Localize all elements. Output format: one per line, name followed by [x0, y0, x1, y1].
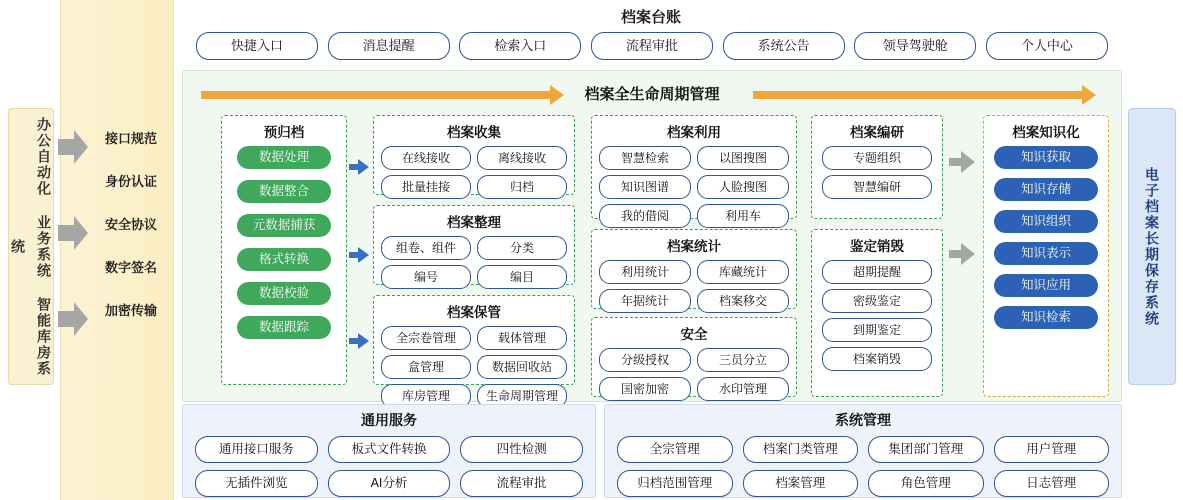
use-item[interactable]: 知识图谱: [599, 175, 691, 199]
sort-box: [373, 205, 575, 285]
appraisal-title: 鉴定销毁: [850, 239, 904, 254]
collect-item[interactable]: 归档: [477, 175, 567, 199]
system-management-box: [604, 404, 1122, 498]
common-service-item[interactable]: 板式文件转换: [328, 436, 451, 463]
research-title: 档案编研: [850, 125, 904, 140]
system-management-item[interactable]: 全宗管理: [617, 436, 733, 463]
research-items: [812, 146, 942, 199]
appraisal-items: [812, 260, 942, 371]
knowledge-item[interactable]: 知识表示: [994, 242, 1098, 265]
security-item[interactable]: 水印管理: [697, 377, 789, 401]
top-section-title: 档案台账: [620, 9, 681, 26]
common-service-item[interactable]: 四性检测: [460, 436, 583, 463]
gray-arrow-icon: [58, 130, 88, 164]
research-item[interactable]: 专题组织: [822, 146, 932, 170]
collect-items: [374, 146, 574, 199]
knowledge-title: 档案知识化: [1012, 125, 1080, 140]
collect-item[interactable]: 在线接收: [381, 146, 471, 170]
system-management-item[interactable]: 档案门类管理: [743, 436, 859, 463]
keep-item[interactable]: 数据回收站: [477, 355, 567, 379]
top-entry-item[interactable]: 领导驾驶舱: [854, 32, 976, 60]
use-item[interactable]: 我的借阅: [599, 204, 691, 228]
security-items: [592, 348, 796, 401]
use-box: [591, 115, 797, 223]
pre-archive-item[interactable]: 数据整合: [237, 180, 331, 203]
common-service-item[interactable]: 流程审批: [460, 470, 583, 497]
top-entry-item[interactable]: 消息提醒: [328, 32, 450, 60]
gray-arrow-icon: [58, 302, 88, 336]
appraisal-item[interactable]: 档案销毁: [822, 347, 932, 371]
security-item[interactable]: 分级授权: [599, 348, 691, 372]
interface-item: 接口规范: [104, 130, 157, 146]
interface-list: [94, 118, 168, 333]
stats-item[interactable]: 年据统计: [599, 289, 691, 313]
common-service-item[interactable]: AI分析: [328, 470, 451, 497]
sort-item[interactable]: 编目: [477, 265, 567, 289]
pre-archive-item[interactable]: 数据校验: [237, 282, 331, 305]
knowledge-item[interactable]: 知识存储: [994, 178, 1098, 201]
sort-title: 档案整理: [447, 215, 501, 230]
top-entry-item[interactable]: 快捷入口: [196, 32, 318, 60]
knowledge-item[interactable]: 知识组织: [994, 210, 1098, 233]
use-item[interactable]: 智慧检索: [599, 146, 691, 170]
sort-item[interactable]: 编号: [381, 265, 471, 289]
keep-items: [374, 326, 574, 408]
interface-item: 数字签名: [104, 259, 157, 275]
knowledge-box: [983, 115, 1109, 397]
security-box: [591, 317, 797, 397]
keep-item[interactable]: 载体管理: [477, 326, 567, 350]
lifecycle-title: 档案全生命周期管理: [584, 86, 720, 103]
top-entry-item[interactable]: 个人中心: [986, 32, 1108, 60]
security-title: 安全: [680, 327, 708, 342]
common-services-box: [182, 404, 596, 498]
common-services-items: [183, 436, 595, 497]
keep-item[interactable]: 全宗卷管理: [381, 326, 471, 350]
flow-arrow-icon: [349, 333, 369, 349]
gray-arrow-icon: [58, 216, 88, 250]
sort-item[interactable]: 分类: [477, 236, 567, 260]
pre-archive-items: [222, 146, 346, 345]
use-item[interactable]: 以图搜图: [697, 146, 789, 170]
appraisal-item[interactable]: 超期提醒: [822, 260, 932, 284]
appraisal-box: [811, 229, 943, 397]
research-item[interactable]: 智慧编研: [822, 175, 932, 199]
security-item[interactable]: 国密加密: [599, 377, 691, 401]
knowledge-item[interactable]: 知识获取: [994, 146, 1098, 169]
pre-archive-box: [221, 115, 347, 385]
sort-item[interactable]: 组卷、组件: [381, 236, 471, 260]
top-entry-item[interactable]: 系统公告: [723, 32, 845, 60]
knowledge-item[interactable]: 知识检索: [994, 306, 1098, 329]
gray-arrow-icon: [949, 243, 975, 265]
knowledge-item[interactable]: 知识应用: [994, 274, 1098, 297]
collect-item[interactable]: 批量挂接: [381, 175, 471, 199]
system-management-item[interactable]: 用户管理: [994, 436, 1110, 463]
interface-item: 安全协议: [104, 216, 157, 232]
pre-archive-item[interactable]: 格式转换: [237, 248, 331, 271]
knowledge-items: [984, 146, 1108, 329]
use-title: 档案利用: [667, 125, 721, 140]
system-management-item[interactable]: 档案管理: [743, 470, 859, 497]
common-services-title: 通用服务: [361, 412, 417, 428]
collect-box: [373, 115, 575, 195]
pre-archive-item[interactable]: 数据跟踪: [237, 316, 331, 339]
keep-item[interactable]: 生命周期管理: [477, 384, 567, 408]
stats-items: [592, 260, 796, 313]
flow-arrow-icon: [349, 159, 369, 175]
collect-title: 档案收集: [447, 125, 501, 140]
system-management-item[interactable]: 归档范围管理: [617, 470, 733, 497]
use-item[interactable]: 利用车: [697, 204, 789, 228]
keep-title: 档案保管: [447, 305, 501, 320]
stats-item[interactable]: 档案移交: [697, 289, 789, 313]
interface-item: 身份认证: [104, 173, 157, 189]
common-service-item[interactable]: 无插件浏览: [195, 470, 318, 497]
gray-arrow-icon: [949, 151, 975, 173]
pre-archive-item[interactable]: 元数据捕获: [237, 214, 331, 237]
top-entry-item[interactable]: 流程审批: [591, 32, 713, 60]
sort-items: [374, 236, 574, 289]
appraisal-item[interactable]: 到期鉴定: [822, 318, 932, 342]
system-management-item[interactable]: 集团部门管理: [868, 436, 984, 463]
interface-arrows: [58, 130, 92, 388]
common-service-item[interactable]: 通用接口服务: [195, 436, 318, 463]
keep-item[interactable]: 盒管理: [381, 355, 471, 379]
lifecycle-area: [182, 70, 1122, 402]
pre-archive-title: 预归档: [263, 125, 305, 140]
keep-box: [373, 295, 575, 403]
collect-item[interactable]: 离线接收: [477, 146, 567, 170]
left-systems-panel: 办公自动化 业务系统 智能库房系统: [8, 108, 54, 385]
top-entry-item[interactable]: 检索入口: [459, 32, 581, 60]
system-management-title: 系统管理: [835, 412, 891, 428]
pre-archive-item[interactable]: 数据处理: [237, 146, 331, 169]
system-management-item[interactable]: 日志管理: [994, 470, 1110, 497]
keep-item[interactable]: 库房管理: [381, 384, 471, 408]
system-management-item[interactable]: 角色管理: [868, 470, 984, 497]
interface-item: 加密传输: [104, 302, 157, 318]
right-system-panel: 电子档案长期保存系统: [1128, 108, 1176, 385]
use-items: [592, 146, 796, 228]
stats-title: 档案统计: [667, 239, 721, 254]
use-item[interactable]: 人脸搜图: [697, 175, 789, 199]
stats-item[interactable]: 库藏统计: [697, 260, 789, 284]
appraisal-item[interactable]: 密级鉴定: [822, 289, 932, 313]
stats-box: [591, 229, 797, 309]
research-box: [811, 115, 943, 219]
stats-item[interactable]: 利用统计: [599, 260, 691, 284]
top-entry-row: [196, 32, 1108, 60]
system-management-items: [605, 436, 1121, 497]
flow-arrow-icon: [349, 247, 369, 263]
security-item[interactable]: 三员分立: [697, 348, 789, 372]
